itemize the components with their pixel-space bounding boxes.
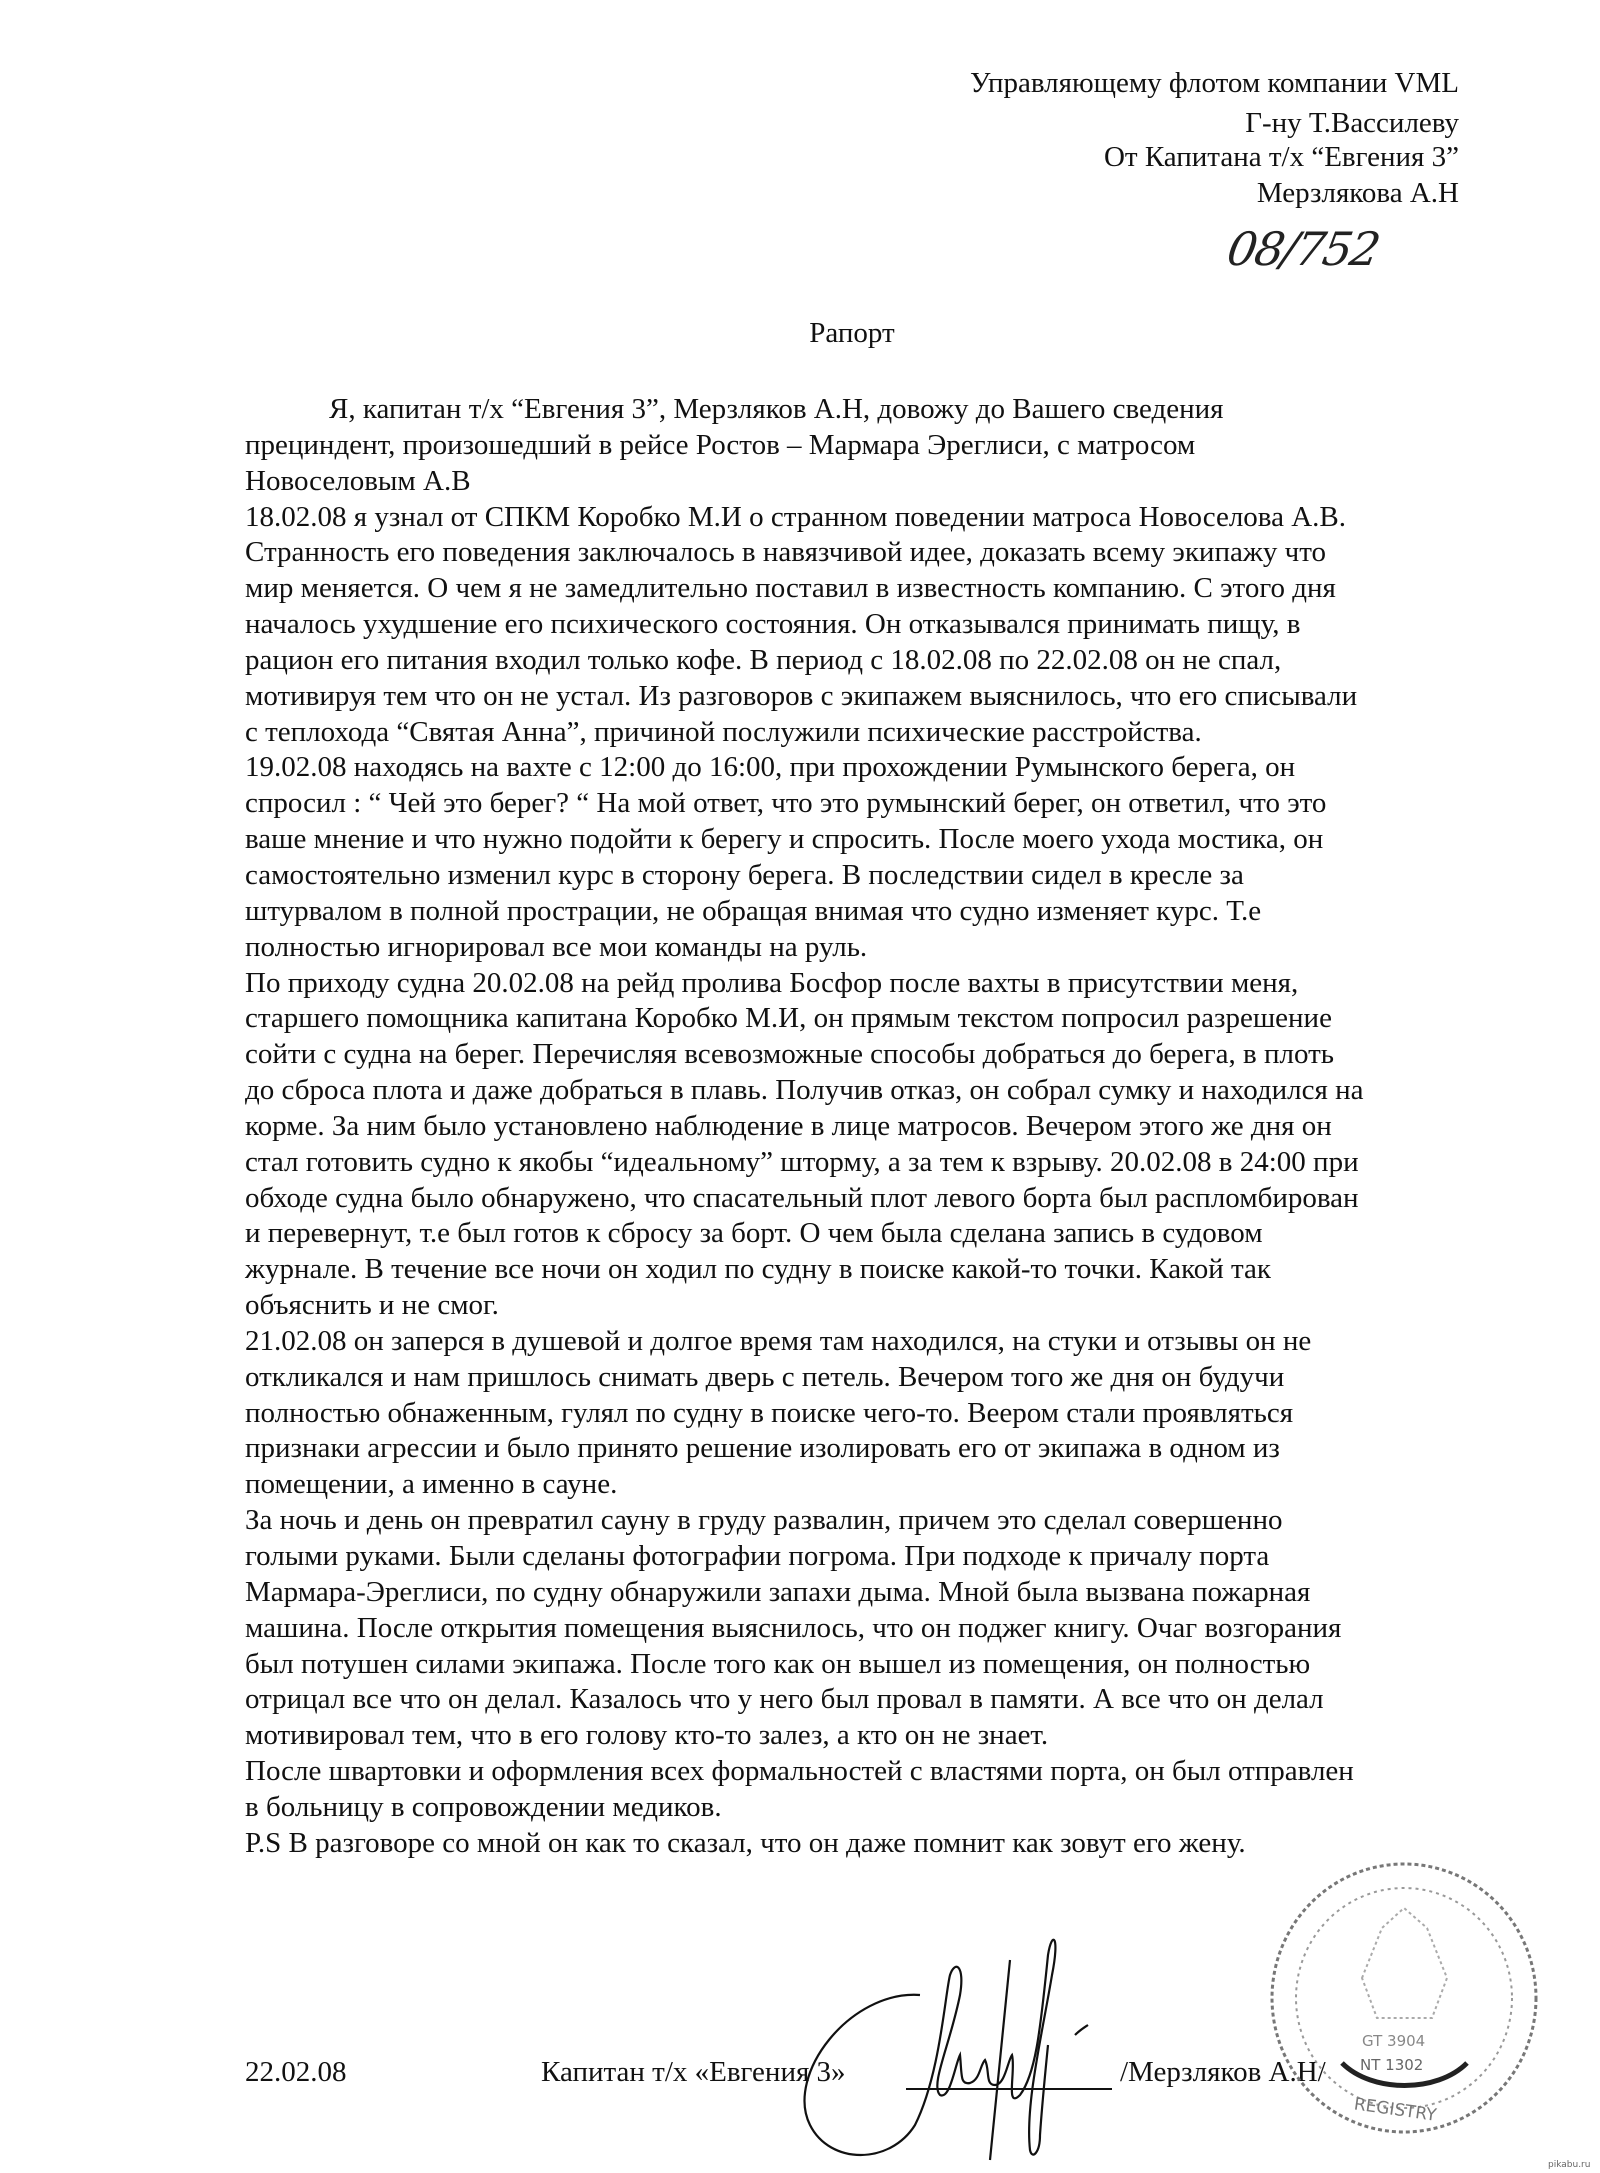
body-text-line: полностью обнаженным, гулял по судну в поиске чего-то. Веером стали проявляться [245, 1396, 1294, 1429]
body-text-line: Я, капитан т/х “Евгения 3”, Мерзляков А.Н, довожу до Вашего сведения [329, 393, 1224, 425]
body-text-line: откликался и нам пришлось снимать дверь с петель. Вечером того же дня он будучи [245, 1360, 1285, 1393]
body-text-line: старшего помощника капитана Коробко М.И, он прямым текстом попросил разрешение [245, 1002, 1332, 1035]
body-text-line: признаки агрессии и было принято решение изолировать его от экипажа в одном из [245, 1432, 1280, 1465]
body-text-line: 21.02.08 он заперся в душевой и долгое время там находился, на стуки и отзывы он не [245, 1324, 1312, 1357]
body-text-line: полностью игнорировал все мои команды на руль. [245, 930, 868, 963]
body-text-line: 18.02.08 я узнал от СПКМ Коробко М.И о странном поведении матроса Новоселова А.В. [245, 500, 1347, 533]
watermark: pikabu.ru [1548, 2160, 1591, 2170]
body-text-line: За ночь и день он превратил сауну в груду развалин, причем это сделал совершенно [245, 1504, 1283, 1537]
body-text-line: с теплохода “Святая Анна”, причиной послужили психические расстройства. [245, 715, 1202, 748]
report-body [245, 392, 1475, 1862]
body-text-line: штурвалом в полной прострации, не обращая внимая что судно изменяет курс. Т.е [245, 894, 1262, 927]
body-text-line: мотивируя тем что он не устал. Из разговоров с экипажем выяснилось, что его списывали [245, 679, 1358, 712]
handwritten-signature [790, 1935, 1140, 2165]
body-text-line: P.S В разговоре со мной он как то сказал, что он даже помнит как зовут его жену. [245, 1826, 1246, 1859]
body-text-line: началось ухудшение его психического состояния. Он отказывался принимать пищу, в [245, 608, 1301, 641]
body-text-line: в больницу в сопровождении медиков. [245, 1790, 722, 1823]
body-text-line: машина. После открытия помещения выяснилось, что он поджег книгу. Очаг возгорания [245, 1611, 1342, 1644]
body-text-line: самостоятельно изменил курс в сторону берега. В последствии сидел в кресле за [245, 858, 1244, 891]
body-text-line: объяснить и не смог. [245, 1289, 499, 1322]
stamp-gross-tonnage: GT 3904 [1362, 2032, 1426, 2050]
ship-registry-stamp [1262, 1858, 1552, 2143]
body-text-line: спросил : “ Чей это берег? “ На мой ответ, что это румынский берег, он ответил, что это [245, 787, 1327, 820]
body-text-line: и перевернут, т.е был готов к сбросу за борт. О чем была сделана запись в судовом [245, 1217, 1263, 1250]
body-text-line: до сброса плота и даже добраться в плавь. Получив отказ, он собрал сумку и находился на [245, 1074, 1364, 1107]
body-text-line: ваше мнение и что нужно подойти к берегу и спросить. После моего ухода мостика, он [245, 823, 1324, 856]
report-date: 22.02.08 [245, 2056, 347, 2088]
body-text-line: Мармара-Эреглиси, по судну обнаружили запахи дыма. Мной была вызвана пожарная [245, 1575, 1311, 1608]
body-text-line: сойти с судна на берег. Перечисляя всевозможные способы добраться до берега, в плоть [245, 1038, 1334, 1071]
body-text-line: отрицал все что он делал. Казалось что у него был провал в памяти. А все что он делал [245, 1683, 1324, 1716]
body-text-line: обходе судна было обнаружено, что спасательный плот левого борта был распломбирован [245, 1181, 1359, 1214]
signatory-position: Капитан т/х «Евгения 3» [541, 2056, 846, 2088]
body-text-line: корме. За ним было установлено наблюдение в лице матросов. Вечером этого же дня он [245, 1109, 1332, 1142]
body-text-line: мотивировал тем, что в его голову кто-то залез, а кто он не знает. [245, 1719, 1049, 1752]
sender-line: От Капитана т/х “Евгения 3” [1103, 141, 1459, 173]
signatory-name: /Мерзляков А.Н/ [1120, 2056, 1326, 2088]
sender-name-line: Мерзлякова А.Н [1256, 177, 1459, 209]
body-text-line: стал готовить судно к якобы “идеальному” шторму, а за тем к взрыву. 20.02.08 в 24:00 при [245, 1145, 1359, 1178]
stamp-net-tonnage: NT 1302 [1360, 2056, 1424, 2074]
body-text-line: 19.02.08 находясь на вахте с 12:00 до 16:00, при прохождении Румынского берега, он [245, 751, 1296, 784]
body-text-line: голыми руками. Были сделаны фотографии погрома. При подходе к причалу порта [245, 1540, 1270, 1572]
body-text-line: мир меняется. О чем я не замедлительно поставил в известность компанию. С этого дня [245, 572, 1336, 605]
body-text-line: журнале. В течение все ночи он ходил по судну в поиске какой-то точки. Какой так [245, 1253, 1271, 1286]
body-text-line: Странность его поведения заключалось в навязчивой идее, доказать всему экипажу что [245, 536, 1327, 569]
body-text-line: прециндент, произошедший в рейсе Ростов – Мармара Эреглиси, с матросом [245, 428, 1196, 461]
body-text-line: По приходу судна 20.02.08 на рейд пролива Босфор после вахты в присутствии меня, [245, 966, 1299, 999]
body-text-line: После швартовки и оформления всех формальностей с властями порта, он был отправлен [245, 1755, 1354, 1788]
body-text-line: Новоселовым А.В [245, 464, 471, 497]
document-title: Рапорт [809, 317, 895, 349]
body-text-line: помещении, а именно в сауне. [245, 1468, 618, 1501]
addressee-line: Управляющему флотом компании VML [969, 67, 1459, 99]
recipient-line: Г-ну Т.Вассилеву [1245, 107, 1459, 139]
stamp-registry-text: REGISTRY [1352, 2094, 1438, 2126]
handwritten-registration-number: 08/752 [1223, 222, 1383, 276]
body-text-line: рацион его питания входил только кофе. В период с 18.02.08 по 22.02.08 он не спал, [245, 643, 1282, 676]
body-text-line: был потушен силами экипажа. После того как он вышел из помещения, он полностью [245, 1647, 1311, 1680]
